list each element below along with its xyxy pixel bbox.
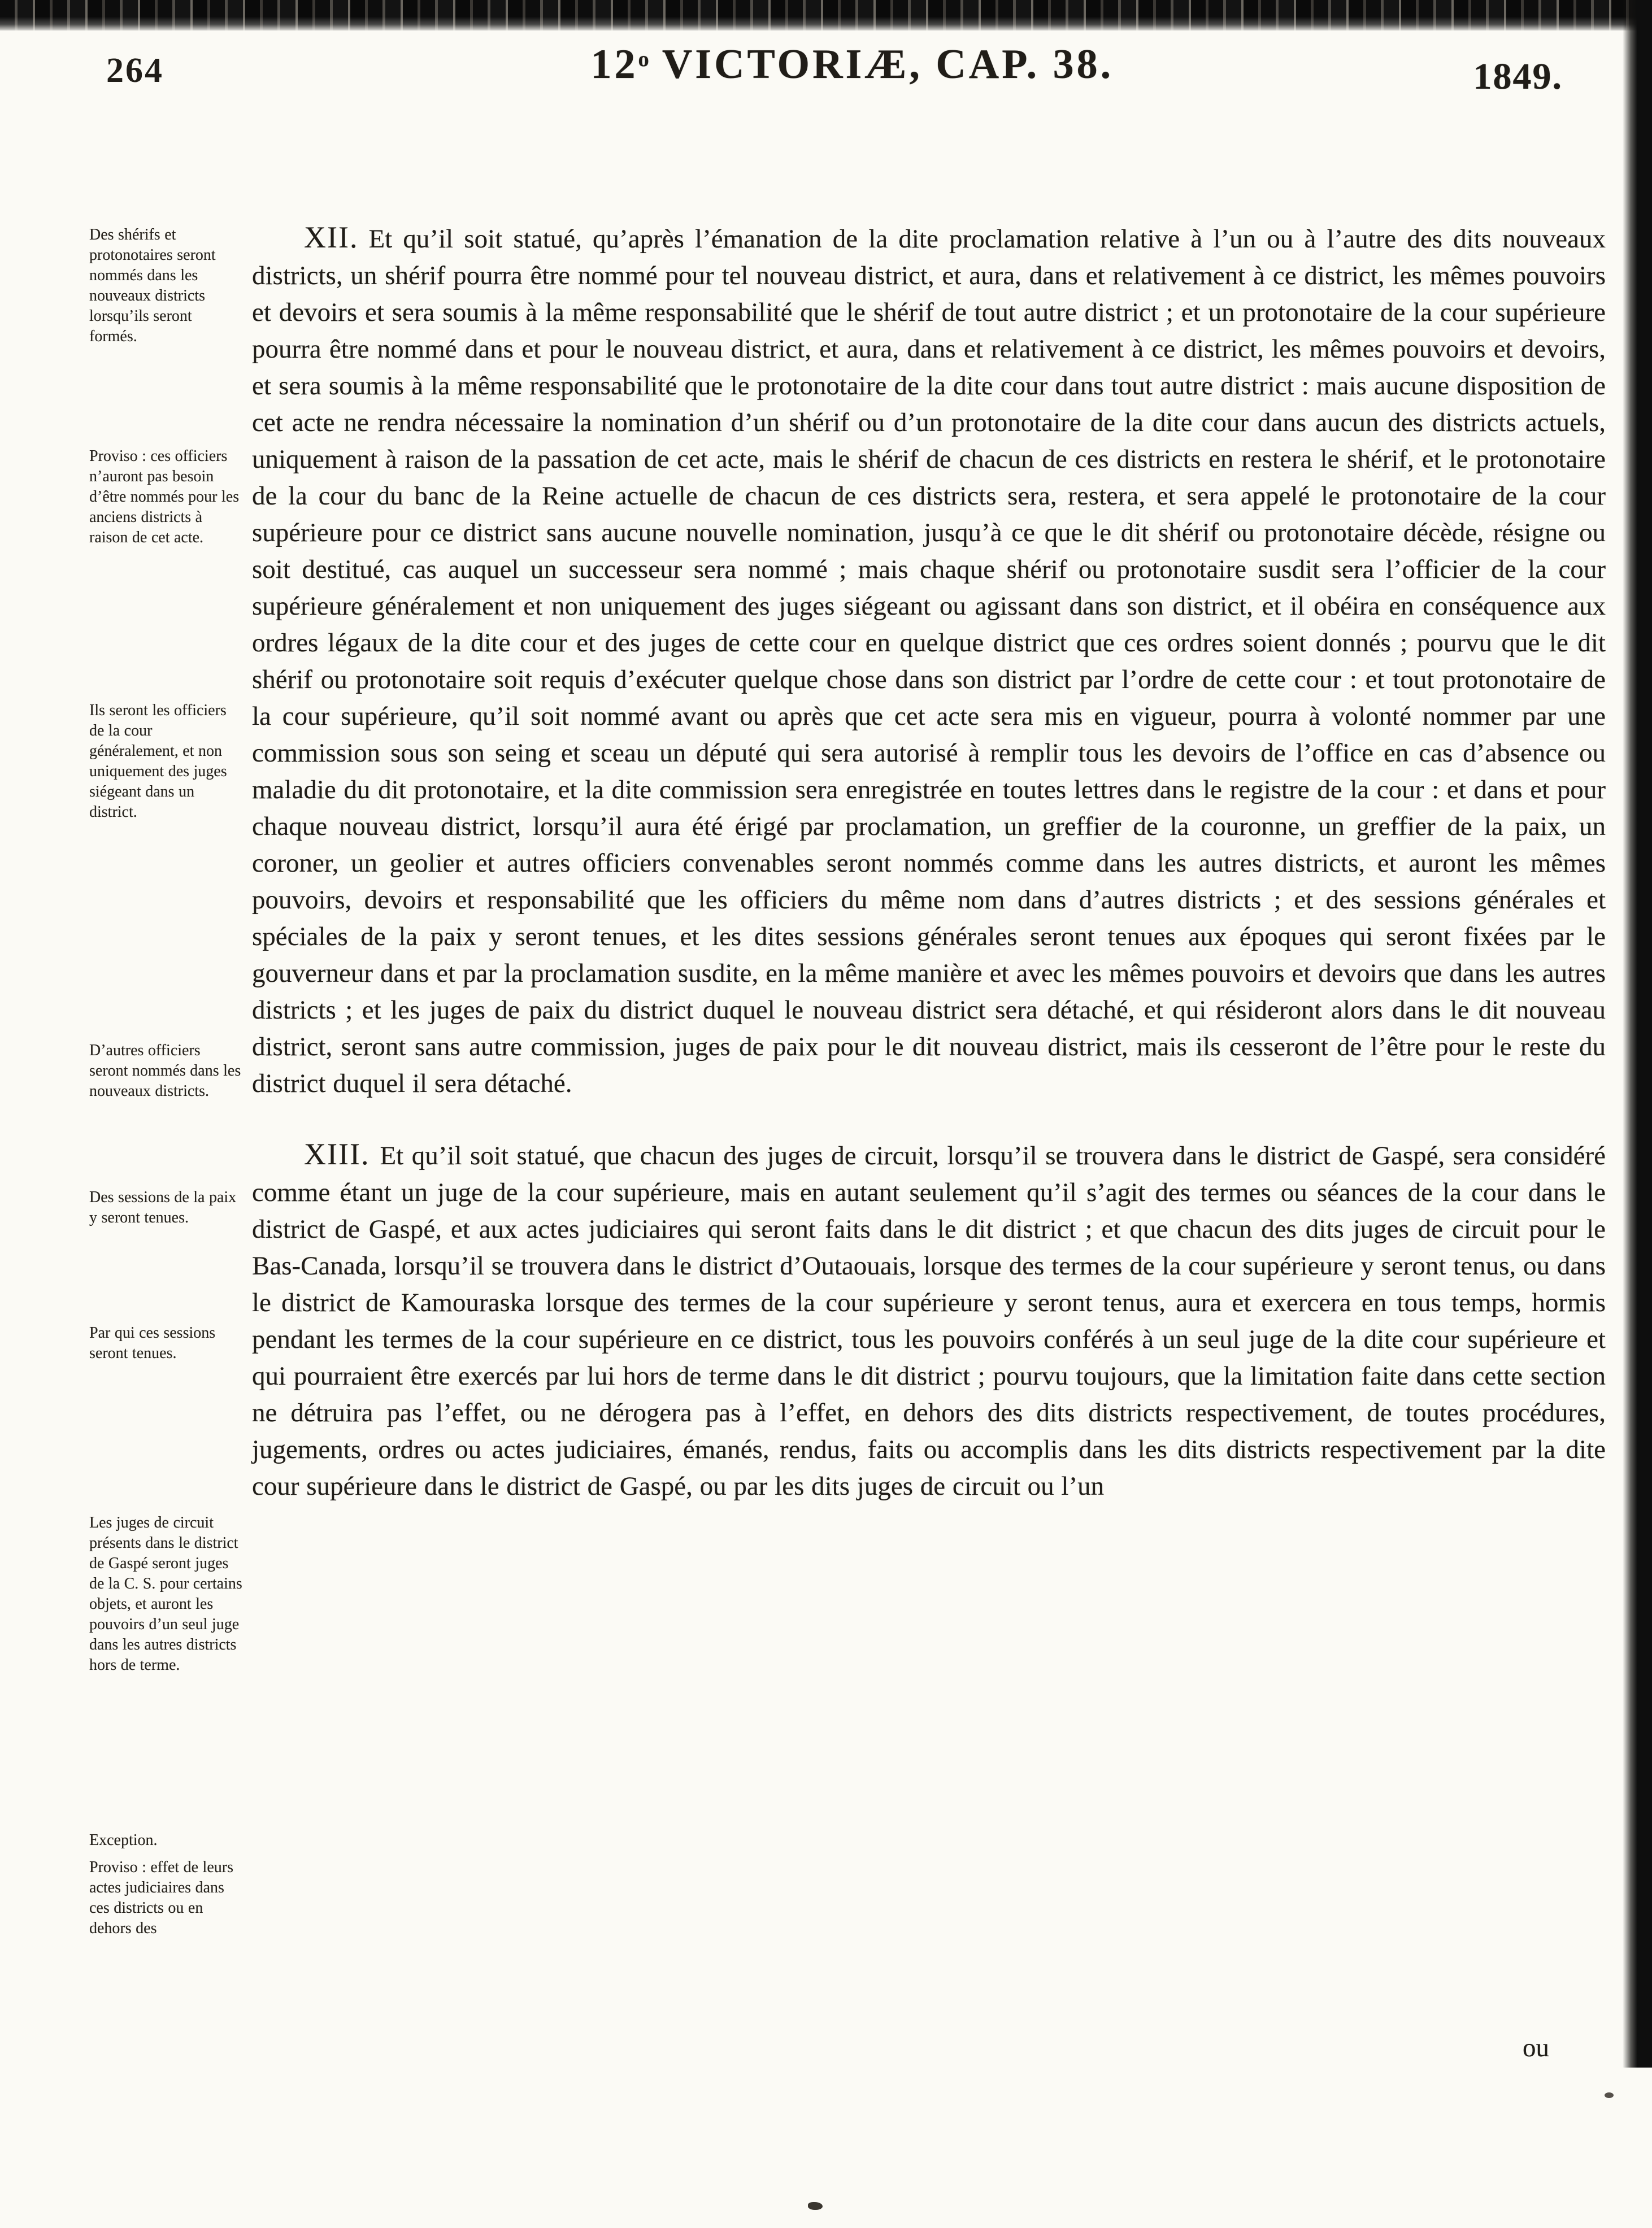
section-xii-text: Et qu’il soit statué, qu’après l’émanation de la dite proclamation relative à l’un ou à l’autre des dits nouveaux districts, un shérif pourra être nommé pour tel nouveau district, et aura, dans et relativement à ce district, les mêmes pouvoirs et devoirs et sera soumis à la même responsabilité que le shérif de tout autre district ; et un protonotaire de la cour supérieure pourra être nommé dans et pour le nouveau district, et aura, dans et relativement à ce district, les mêmes pouvoirs et devoirs, et sera soumis à la même responsabilité que le protonotaire de la dite cour dans tout autre district : mais aucune disposition de cet acte ne rendra nécessaire la nomination d’un shérif ou d’un protonotaire de la dite cour dans aucun des districts actuels, uniquement à raison de la passation de cet acte, mais le shérif de chacun de ces districts en restera le shérif, et le protonotaire de la cour du banc de la Reine actuelle de chacun de ces districts sera, restera, et sera appelé le protonotaire de la cour supérieure pour ce district sans aucune nouvelle nomination, jusqu’à ce que le dit shérif ou protonotaire décède, résigne ou soit destitué, cas auquel un successeur sera nommé ; mais chaque shérif ou protonotaire susdit sera l’officier de la cour supérieure généralement et non uniquement des juges siégeant ou agissant dans son district, et il obéira en conséquence aux ordres légaux de la dite cour et des juges de cette cour en quelque district que ces ordres soient donnés ; pourvu que le dit shérif ou protonotaire soit requis d’exécuter quelque chose dans son district par l’ordre de cette cour : et tout protonotaire de la cour supérieure, qu’il soit nommé avant ou après que cet acte sera mis en vigueur, pourra à volonté nommer par une commission sous son seing et sceau un député qui sera autorisé à remplir tous les devoirs de l’office en cas d’absence ou maladie du dit protonotaire, et la dite commission sera enregistrée en toutes lettres dans le registre de la cour : et dans et pour chaque nouveau district, lorsqu’il aura été érigé par proclamation, un greffier de la couronne, un greffier de la paix, un coroner, un geolier et autres officiers convenables seront nommés comme dans les autres districts, et auront les mêmes pouvoirs, devoirs et responsabilité que les officiers du même nom dans d’autres districts ; et des sessions générales et spéciales de la paix y seront tenues, et les dites sessions générales seront tenues aux époques qui seront fixées par le gouverneur dans et par la proclamation susdite, en la même manière et avec les mêmes pouvoirs et devoirs que dans les autres districts ; et les juges de paix du district duquel le nouveau district sera détaché, et qui résideront alors dans le dit nouveau district, seront sans autre commission, juges de paix pour le dit nouveau district, mais ils cesseront de l’être pour le reste du district duquel il sera détaché. [252, 224, 1606, 1098]
running-title [590, 41, 1114, 89]
page-number: 264 [106, 51, 164, 90]
main-text-column [252, 219, 1606, 1505]
section-xiii-text: Et qu’il soit statué, que chacun des juges de circuit, lorsqu’il se trouvera dans le district de Gaspé, sera considéré comme étant un juge de la cour supérieure, mais en autant seulement qu’il s’agit des termes ou séances de la cour dans le district de Gaspé, et aux actes judiciaires qui seront faits dans le dit district ; et que chacun des dits juges de circuit pour le Bas-Canada, lorsqu’il se trouvera dans le district d’Outaouais, lorsque des termes de la cour supérieure y seront tenus, ou dans le district de Kamouraska lorsque des termes de la cour supérieure y seront tenus, aura et exercera en tous temps, hormis pendant les termes de la cour supérieure en ce district, tous les pouvoirs conférés à un seul juge de la dite cour supérieure et qui pourraient être exercés par lui hors de terme dans le dit district ; pourvu toujours, que la limitation faite dans cette section ne détruira pas l’effet, ou ne dérogera pas à l’effet, en dehors des dits districts respectivement, de toutes procédures, jugements, ordres ou actes judiciaires, émanés, rendus, faits ou accomplis dans les dits districts respectivement par la dite cour supérieure dans le district de Gaspé, ou par les dits juges de circuit ou l’un [252, 1141, 1606, 1501]
margin-note-sessions-paix: Des sessions de la paix y seront tenues. [89, 1189, 237, 1226]
margin-note-proviso-actes-judiciaires: Proviso : effet de leurs actes judiciaires dans ces districts ou en dehors des [89, 1859, 233, 1937]
running-title-rest: VICTORIÆ, CAP. 38. [649, 41, 1114, 88]
page-header [0, 41, 1652, 125]
running-title-volume: 12 [590, 41, 638, 88]
margin-note-par-qui-sessions: Par qui ces sessions seront tenues. [89, 1324, 216, 1362]
margin-note-sherifs-protonotaires: Des shérifs et protonotaires seront nommés dans les nouveaux districts lorsqu’ils seront formés. [89, 226, 216, 345]
running-title-ordinal: o [638, 47, 650, 71]
margin-note-autres-officiers: D’autres officiers seront nommés dans les nouveaux districts. [89, 1042, 241, 1100]
section-xii-number: XII. [304, 220, 359, 254]
scan-speck [1605, 2092, 1614, 2098]
catchword: ou [1523, 2033, 1549, 2062]
section-xiii-paragraph [252, 1136, 1606, 1505]
scan-artifact-top-edge [0, 0, 1652, 31]
section-xii-paragraph [252, 219, 1606, 1102]
margin-note-juges-circuit-gaspe: Les juges de circuit présents dans le district de Gaspé seront juges de la C. S. pour certains objets, et auront les pouvoirs d’un seul juge dans les autres districts hors de terme. [89, 1514, 242, 1674]
margin-note-exception: Exception. [89, 1831, 158, 1849]
margin-note-proviso-anciens-districts: Proviso : ces officiers n’auront pas besoin d’être nommés pour les anciens districts à raison de cet acte. [89, 447, 240, 546]
scan-artifact-right-edge [1623, 0, 1652, 2068]
page-year: 1849. [1473, 56, 1563, 97]
scan-speck [808, 2202, 823, 2210]
section-xiii-number: XIII. [304, 1137, 370, 1171]
margin-note-officiers-cour: Ils seront les officiers de la cour généralement, et non uniquement des juges siégeant dans un district. [89, 702, 227, 821]
